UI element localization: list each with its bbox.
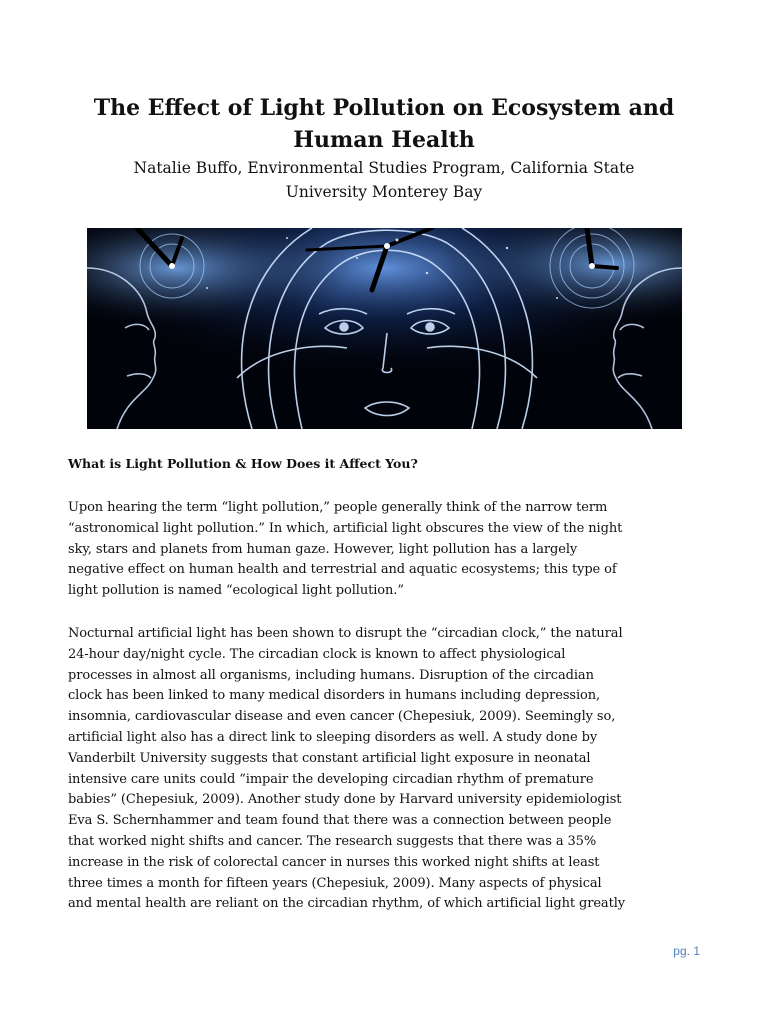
section-heading: What is Light Pollution & How Does it Affect You? bbox=[68, 456, 418, 471]
author-line bbox=[60, 156, 708, 204]
paragraph-line: clock has been linked to many medical disorders in humans including depression, bbox=[68, 688, 601, 704]
paragraph-line: processes in almost all organisms, including humans. Disruption of the circadian bbox=[68, 667, 594, 683]
paragraph-line: babies” (Chepesiuk, 2009). Another study done by Harvard university epidemiologist bbox=[68, 792, 622, 808]
paragraph-1 bbox=[68, 498, 708, 602]
paragraph-line: artificial light also has a direct link to sleeping disorders as well. A study done by bbox=[68, 729, 598, 745]
page-number: pg. 1 bbox=[673, 944, 700, 958]
paragraph-line: “astronomical light pollution.” In which, artificial light obscures the view of the night bbox=[68, 520, 623, 536]
paragraph-2 bbox=[68, 624, 708, 915]
author-line-1: Natalie Buffo, Environmental Studies Program, California State bbox=[133, 159, 635, 177]
paragraph-line: sky, stars and planets from human gaze. However, light pollution has a largely bbox=[68, 541, 578, 557]
author-line-2: University Monterey Bay bbox=[285, 183, 483, 201]
document-title bbox=[60, 92, 708, 156]
paragraph-line: three times a month for fifteen years (Chepesiuk, 2009). Many aspects of physical bbox=[68, 875, 602, 891]
paragraph-line: Upon hearing the term “light pollution,” people generally think of the narrow term bbox=[68, 500, 608, 515]
paragraph-line: Nocturnal artificial light has been shown to disrupt the “circadian clock,” the natural bbox=[68, 626, 623, 641]
paragraph-line: insomnia, cardiovascular disease and even cancer (Chepesiuk, 2009). Seemingly so, bbox=[68, 709, 616, 725]
paragraph-line: light pollution is named “ecological light pollution.” bbox=[68, 583, 404, 599]
faces-and-clocks-illustration-icon bbox=[87, 228, 682, 429]
paragraph-line: and mental health are reliant on the circadian rhythm, of which artificial light greatly bbox=[68, 896, 626, 912]
title-line-1: The Effect of Light Pollution on Ecosystem and bbox=[93, 95, 675, 121]
paragraph-line: 24-hour day/night cycle. The circadian clock is known to affect physiological bbox=[68, 646, 566, 662]
paragraph-line: increase in the risk of colorectal cancer in nurses this worked night shifts at least bbox=[68, 854, 600, 870]
hero-image bbox=[87, 228, 682, 429]
paragraph-line: Vanderbilt University suggests that constant artificial light exposure in neonatal bbox=[68, 750, 591, 766]
paragraph-line: negative effect on human health and terrestrial and aquatic ecosystems; this type of bbox=[68, 562, 617, 578]
title-line-2: Human Health bbox=[293, 127, 475, 153]
paragraph-line: Eva S. Schernhammer and team found that there was a connection between people bbox=[68, 813, 612, 829]
paragraph-line: that worked night shifts and cancer. The research suggests that there was a 35% bbox=[68, 833, 597, 849]
paragraph-line: intensive care units could “impair the developing circadian rhythm of premature bbox=[68, 771, 594, 787]
